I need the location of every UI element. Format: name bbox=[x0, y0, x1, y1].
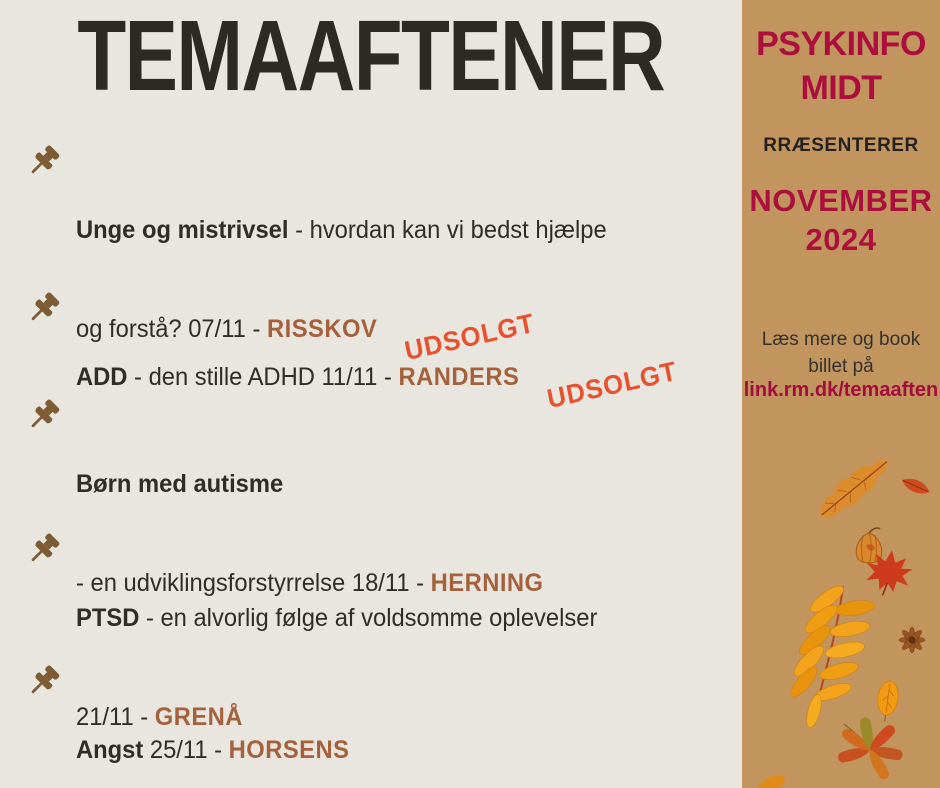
event-title: PTSD bbox=[76, 604, 140, 632]
soldout-stamp: UDSOLGT bbox=[544, 355, 680, 415]
pushpin-icon bbox=[26, 144, 64, 182]
star-anise-image bbox=[899, 627, 925, 653]
oak-leaf-image bbox=[811, 458, 895, 526]
event-item-angst bbox=[26, 668, 726, 788]
event-description: 21/11 - bbox=[76, 703, 155, 731]
rowan-leaf-image bbox=[787, 582, 876, 729]
cta-text: Læs mere og book billet på bbox=[761, 329, 921, 377]
event-description: og forstå? 07/11 - bbox=[76, 315, 268, 343]
event-line bbox=[76, 468, 694, 501]
page-title: TEMAAFTENER bbox=[77, 0, 665, 112]
month-label: NOVEMBER 2024 bbox=[749, 183, 933, 257]
brand-name: PSYKINFO MIDT bbox=[756, 25, 926, 107]
event-line bbox=[76, 734, 694, 767]
booking-link[interactable]: link.rm.dk/temaaften bbox=[743, 379, 939, 401]
pushpin-icon bbox=[26, 291, 64, 329]
event-line bbox=[76, 355, 694, 415]
autumn-leaves-decoration bbox=[742, 458, 940, 788]
event-title: Unge og mistrivsel bbox=[76, 216, 289, 244]
event-description: - en udviklingsforstyrrelse 18/11 - bbox=[76, 569, 431, 597]
sidebar bbox=[742, 0, 940, 788]
event-description: - en alvorlig følge af voldsomme oplevelser bbox=[139, 604, 598, 632]
pushpin-icon bbox=[26, 664, 64, 702]
presents-label: RRÆSENTERER bbox=[763, 135, 919, 156]
event-description: 25/11 - bbox=[143, 736, 229, 764]
event-description: - den stille ADHD 11/11 - bbox=[127, 363, 399, 391]
event-line bbox=[76, 214, 694, 247]
small-red-leaf-image bbox=[900, 476, 932, 497]
event-title: Angst bbox=[76, 736, 144, 764]
event-location: RISSKOV bbox=[267, 315, 378, 343]
event-line bbox=[76, 602, 694, 635]
creeper-leaf-image bbox=[837, 717, 904, 782]
pushpin-icon bbox=[26, 532, 64, 570]
soldout-stamp: UDSOLGT bbox=[402, 307, 538, 367]
event-location: GRENÅ bbox=[154, 703, 243, 731]
event-location: RANDERS bbox=[398, 363, 520, 391]
pushpin-icon bbox=[26, 398, 64, 436]
event-location: HERNING bbox=[430, 569, 544, 597]
event-title: ADD bbox=[76, 363, 128, 391]
event-description: - hvordan kan vi bedst hjælpe bbox=[288, 216, 607, 244]
event-title: Børn med autisme bbox=[76, 470, 284, 498]
event-location: HORSENS bbox=[228, 736, 350, 764]
small-orange-leaf-image bbox=[875, 680, 901, 723]
edge-leaf-image bbox=[756, 772, 787, 788]
